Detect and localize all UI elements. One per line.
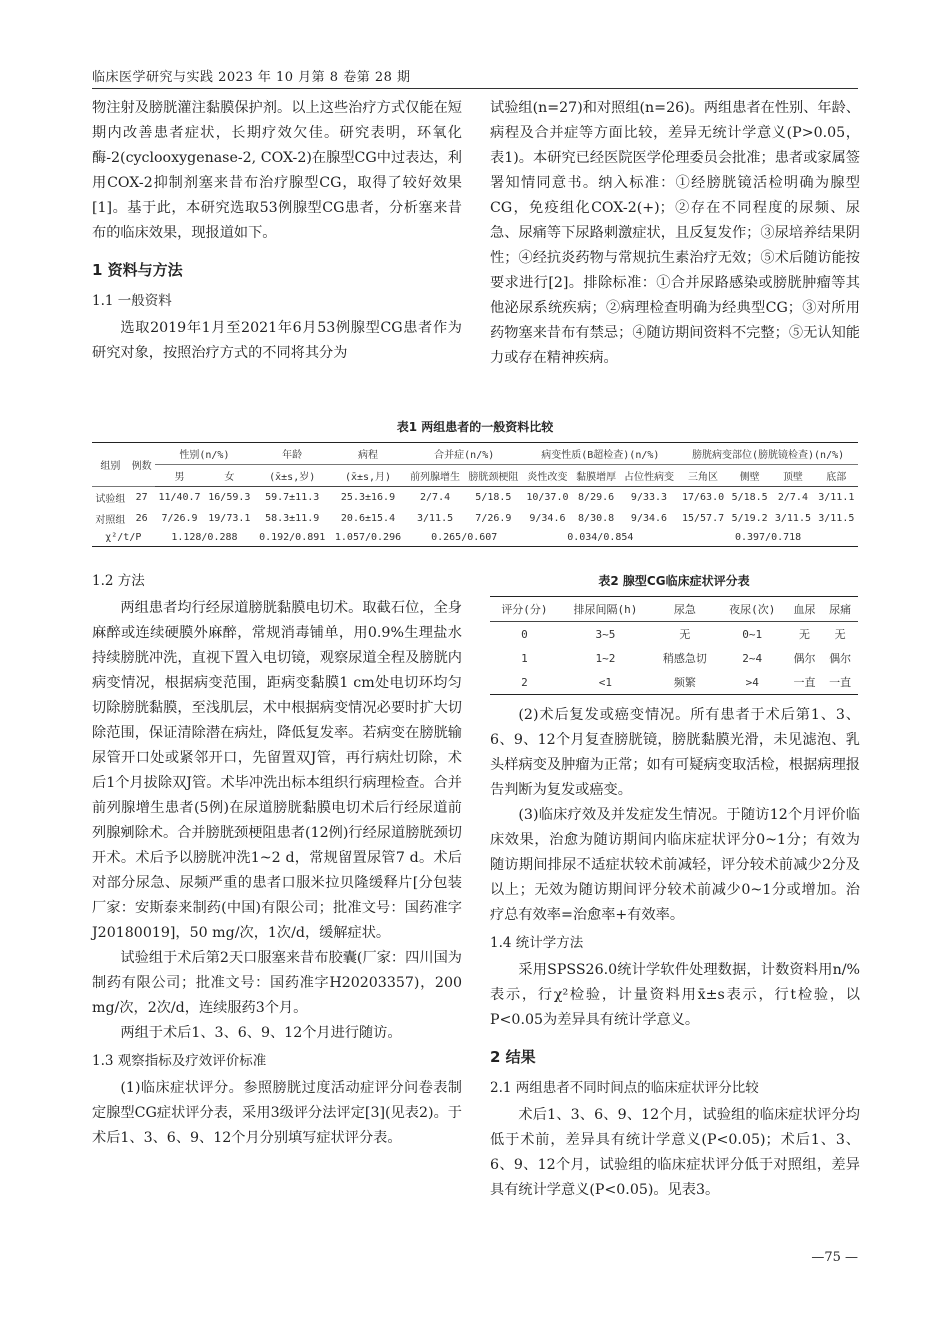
table-cell: 无 bbox=[679, 628, 691, 641]
table-cell: 1.057/0.296 bbox=[334, 532, 402, 543]
subsection-heading: 2.1 两组患者不同时间点的临床症状评分比较 bbox=[490, 1080, 759, 1096]
subsection-heading: 1.1 一般资料 bbox=[92, 293, 172, 309]
page-number: —75 — bbox=[811, 1250, 858, 1265]
table-cell: 1.128/0.288 bbox=[171, 532, 238, 543]
table-cell: >4 bbox=[745, 675, 759, 689]
table-row-stat bbox=[92, 529, 858, 547]
table1 bbox=[92, 442, 858, 547]
subsection-heading: 1.3 观察指标及疗效评价标准 bbox=[92, 1053, 267, 1069]
table-cell: 一直 bbox=[829, 676, 852, 689]
table-header: 女 bbox=[204, 465, 254, 487]
running-header: 临床医学研究与实践 2023 年 10 月第 8 卷第 28 期 bbox=[92, 70, 411, 85]
paragraph: 试验组于术后第2天口服塞来昔布胶囊(厂家：四川国为制药有限公司；批准文号：国药准字H20203357)，200 mg/次，2次/d，连续服药3个月。 bbox=[92, 950, 462, 1016]
table-cell: 17/63.0 bbox=[681, 492, 725, 503]
table-cell: 1 bbox=[521, 651, 528, 665]
table-header: 评分(分) bbox=[490, 597, 559, 622]
left-column-bottom bbox=[92, 566, 462, 1151]
table-header: 尿急 bbox=[652, 597, 718, 622]
table-cell: 9/34.6 bbox=[630, 513, 668, 524]
paragraph: 术后1、3、6、9、12个月，试验组的临床症状评分均低于术前，差异具有统计学意义(P<0.05)；术后1、3、6、9、12个月，试验组的临床症状评分低于对照组，差异具有统计学意义(P<0.05)。见表3。 bbox=[490, 1107, 860, 1198]
table-header: (x̄±s,月) bbox=[330, 465, 406, 487]
right-column-top bbox=[490, 96, 860, 371]
table-cell: 3~5 bbox=[595, 627, 616, 641]
table-header: 夜尿(次) bbox=[718, 597, 787, 622]
table-cell: 20.6±15.4 bbox=[340, 513, 396, 524]
table-header: 黏膜增厚 bbox=[572, 465, 620, 487]
table-header: 三角区 bbox=[678, 465, 728, 487]
table-cell: 26 bbox=[135, 513, 148, 524]
table-cell: 偶尔 bbox=[793, 652, 816, 665]
table-cell: 无 bbox=[798, 628, 810, 641]
table-header: 男 bbox=[155, 465, 205, 487]
paragraph: 两组于术后1、3、6、9、12个月进行随访。 bbox=[120, 1025, 402, 1041]
table-cell: 3/11.5 bbox=[774, 513, 811, 524]
table-header: 膀胱颈梗阻 bbox=[464, 465, 522, 487]
right-column-bottom bbox=[490, 703, 860, 1203]
table2-caption: 表2 腺型CG临床症状评分表 bbox=[598, 574, 750, 588]
paragraph: (2)术后复发或癌变情况。所有患者于术后第1、3、6、9、12个月复查膀胱镜，膀胱黏膜光滑，未见滤泡、乳头样病变及肿瘤为正常；如有可疑病变取活检，根据病理报告判断为复发或癌变。 bbox=[490, 707, 860, 798]
paragraph: 选取2019年1月至2021年6月53例腺型CG患者作为研究对象，按照治疗方式的不同将其分为 bbox=[92, 320, 462, 361]
table-cell: χ²/t/P bbox=[105, 532, 142, 543]
table-header: 占位性病变 bbox=[620, 465, 678, 487]
table-cell: 试验组 bbox=[95, 494, 126, 505]
table2 bbox=[490, 596, 858, 695]
subsection-heading: 1.4 统计学方法 bbox=[490, 935, 584, 951]
table-row bbox=[92, 487, 858, 509]
table-cell: 9/33.3 bbox=[630, 492, 668, 503]
table-cell: 5/19.2 bbox=[731, 513, 768, 524]
table-header: 前列腺增生 bbox=[406, 465, 464, 487]
section-heading: 1 资料与方法 bbox=[92, 261, 183, 279]
table-header: 侧壁 bbox=[728, 465, 771, 487]
table1-caption: 表1 两组患者的一般资料比较 bbox=[396, 420, 554, 434]
table-cell: 58.3±11.9 bbox=[265, 513, 320, 524]
table-header: (x̄±s,岁) bbox=[254, 465, 330, 487]
paragraph: 试验组(n=27)和对照组(n=26)。两组患者在性别、年龄、病程及合并症等方面比较，差异无统计学意义(P>0.05，表1)。本研究已经医院医学伦理委员会批准；患者或家属签署知情同意书。纳入标准：①经膀胱镜活检明确为腺型CG，免疫组化COX-2(+)；②存在不同程度的尿频、尿急、尿痛等下尿路刺激症状，且反复发作；③尿培养结果阴性；④经抗炎药物与常规抗生素治疗无效；⑤术后随访能按要求进行[2]。排除标准：①合并尿路感染或膀胱肿瘤等其他泌尿系统疾病；②病理检查明确为经典型CG；③对所用药物塞来昔布有禁忌；④随访期间资料不完整；⑤无认知能力或存在精神疾病。 bbox=[490, 100, 860, 366]
table-header: 病变性质(B超检查)(n/%) bbox=[523, 443, 679, 465]
table-cell: 稍感急切 bbox=[662, 652, 707, 665]
section-heading: 2 结果 bbox=[490, 1048, 536, 1066]
table-cell: 2~4 bbox=[742, 651, 763, 665]
table-cell: 对照组 bbox=[95, 515, 126, 526]
table-cell: 59.7±11.3 bbox=[265, 492, 320, 503]
table-cell: 5/18.5 bbox=[731, 492, 768, 503]
table-cell: 27 bbox=[135, 492, 148, 503]
left-column-top bbox=[92, 96, 462, 366]
table-header: 底部 bbox=[815, 465, 858, 487]
table-cell: 0.192/0.891 bbox=[259, 532, 326, 543]
table-cell: 19/73.1 bbox=[208, 513, 251, 524]
table-header: 性别(n/%) bbox=[155, 443, 255, 465]
table-cell: 25.3±16.9 bbox=[340, 492, 396, 503]
table-cell: 8/29.6 bbox=[578, 492, 615, 503]
table-cell: 9/34.6 bbox=[529, 513, 566, 524]
table-header: 病程 bbox=[330, 443, 406, 465]
table-cell: 2 bbox=[521, 675, 528, 689]
table-header: 尿痛 bbox=[822, 597, 858, 622]
table-cell: 7/26.9 bbox=[161, 513, 198, 524]
table-cell: <1 bbox=[598, 675, 613, 689]
table-cell: 0.397/0.718 bbox=[734, 532, 802, 543]
table-header: 顶壁 bbox=[771, 465, 814, 487]
paragraph: 两组患者均行经尿道膀胱黏膜电切术。取截石位，全身麻醉或连续硬膜外麻醉，常规消毒铺单，用0.9%生理盐水持续膀胱冲洗，直视下置入电切镜，观察尿道全程及膀胱内病变情况，根据病变范围，距病变黏膜1 cm处电切环均匀切除膀胱黏膜，至浅肌层，术中根据病变情况必要时扩大切除范围，保证清除潜在病灶，降低复发率。若病变在膀胱输尿管开口处或紧邻开口，先留置双J管，再行病灶切除，术后1个月拔除双J管。术毕冲洗出标本组织行病理检查。合并前列腺增生患者(5例)在尿道膀胱黏膜电切术后行经尿道前列腺剜除术。合并膀胱颈梗阻患者(12例)行经尿道膀胱颈切开术。术后予以膀胱冲洗1~2 d，常规留置尿管7 d。术后对部分尿急、尿频严重的患者口服米拉贝隆缓释片[分包装厂家：安斯泰来制药(中国)有限公司；批准文号：国药准字J20180019]，50 mg/次，1次/d，缓解症状。 bbox=[92, 600, 462, 941]
table-cell: 无 bbox=[834, 628, 846, 641]
table-cell: 1~2 bbox=[595, 651, 616, 665]
subsection-heading: 1.2 方法 bbox=[92, 573, 145, 589]
table-header: 排尿间隔(h) bbox=[559, 597, 652, 622]
table-cell: 0.265/0.607 bbox=[431, 532, 498, 543]
table-cell: 2/7.4 bbox=[777, 492, 808, 503]
table-cell: 16/59.3 bbox=[208, 492, 251, 503]
table-row bbox=[92, 508, 858, 529]
table-cell: 偶尔 bbox=[829, 652, 852, 665]
table-row bbox=[490, 646, 858, 670]
table-cell: 3/11.5 bbox=[417, 513, 454, 524]
paragraph: 物注射及膀胱灌注黏膜保护剂。以上这些治疗方式仅能在短期内改善患者症状，长期疗效欠佳。研究表明，环氧化酶-2(cyclooxygenase-2, COX-2)在腺型CG中过表达，利用COX-2抑制剂塞来昔布治疗腺型CG，取得了较好效果[1]。基于此，本研究选取53例腺型CG患者，分析塞来昔布的临床效果，现报道如下。 bbox=[92, 100, 462, 241]
header-rule bbox=[92, 88, 858, 89]
table-cell: 0.034/0.854 bbox=[567, 532, 634, 543]
table-cell: 2/7.4 bbox=[420, 492, 451, 503]
table-header: 膀胱病变部位(膀胱镜检查)(n/%) bbox=[678, 443, 858, 465]
table-header: 例数 bbox=[129, 443, 155, 487]
table-cell: 3/11.1 bbox=[818, 492, 855, 503]
table-cell: 7/26.9 bbox=[475, 513, 512, 524]
table-header: 合并症(n/%) bbox=[406, 443, 523, 465]
table-header: 年龄 bbox=[254, 443, 330, 465]
paragraph: (1)临床症状评分。参照膀胱过度活动症评分问卷表制定腺型CG症状评分表，采用3级评分法评定[3](见表2)。于术后1、3、6、9、12个月分别填写症状评分表。 bbox=[92, 1080, 462, 1146]
paragraph: 采用SPSS26.0统计学软件处理数据，计数资料用n/%表示，行χ²检验，计量资料用x̄±s表示，行t检验，以P<0.05为差异具有统计学意义。 bbox=[490, 962, 860, 1028]
table-cell: 15/57.7 bbox=[681, 513, 725, 524]
table-cell: 10/37.0 bbox=[526, 492, 569, 503]
table-cell: 0~1 bbox=[742, 627, 763, 641]
table-cell: 8/30.8 bbox=[578, 513, 615, 524]
table-cell: 3/11.5 bbox=[818, 513, 855, 524]
table-header: 血尿 bbox=[787, 597, 823, 622]
table-cell: 5/18.5 bbox=[475, 492, 512, 503]
table-header: 炎性改变 bbox=[523, 465, 573, 487]
table-cell: 0 bbox=[521, 627, 528, 641]
table-cell: 11/40.7 bbox=[158, 492, 201, 503]
paragraph: (3)临床疗效及并发症发生情况。于随访12个月评价临床效果，治愈为随访期间内临床症状评分0~1分；有效为随访期间排尿不适症状较术前减轻，评分较术前减少2分及以上；无效为随访期间评分较术前减少0~1分或增加。治疗总有效率=治愈率+有效率。 bbox=[490, 807, 860, 923]
table-cell: 频繁 bbox=[673, 676, 696, 689]
table-row bbox=[490, 670, 858, 695]
table-cell: 一直 bbox=[793, 676, 816, 689]
table-row bbox=[490, 622, 858, 647]
table-header: 组别 bbox=[92, 443, 129, 487]
